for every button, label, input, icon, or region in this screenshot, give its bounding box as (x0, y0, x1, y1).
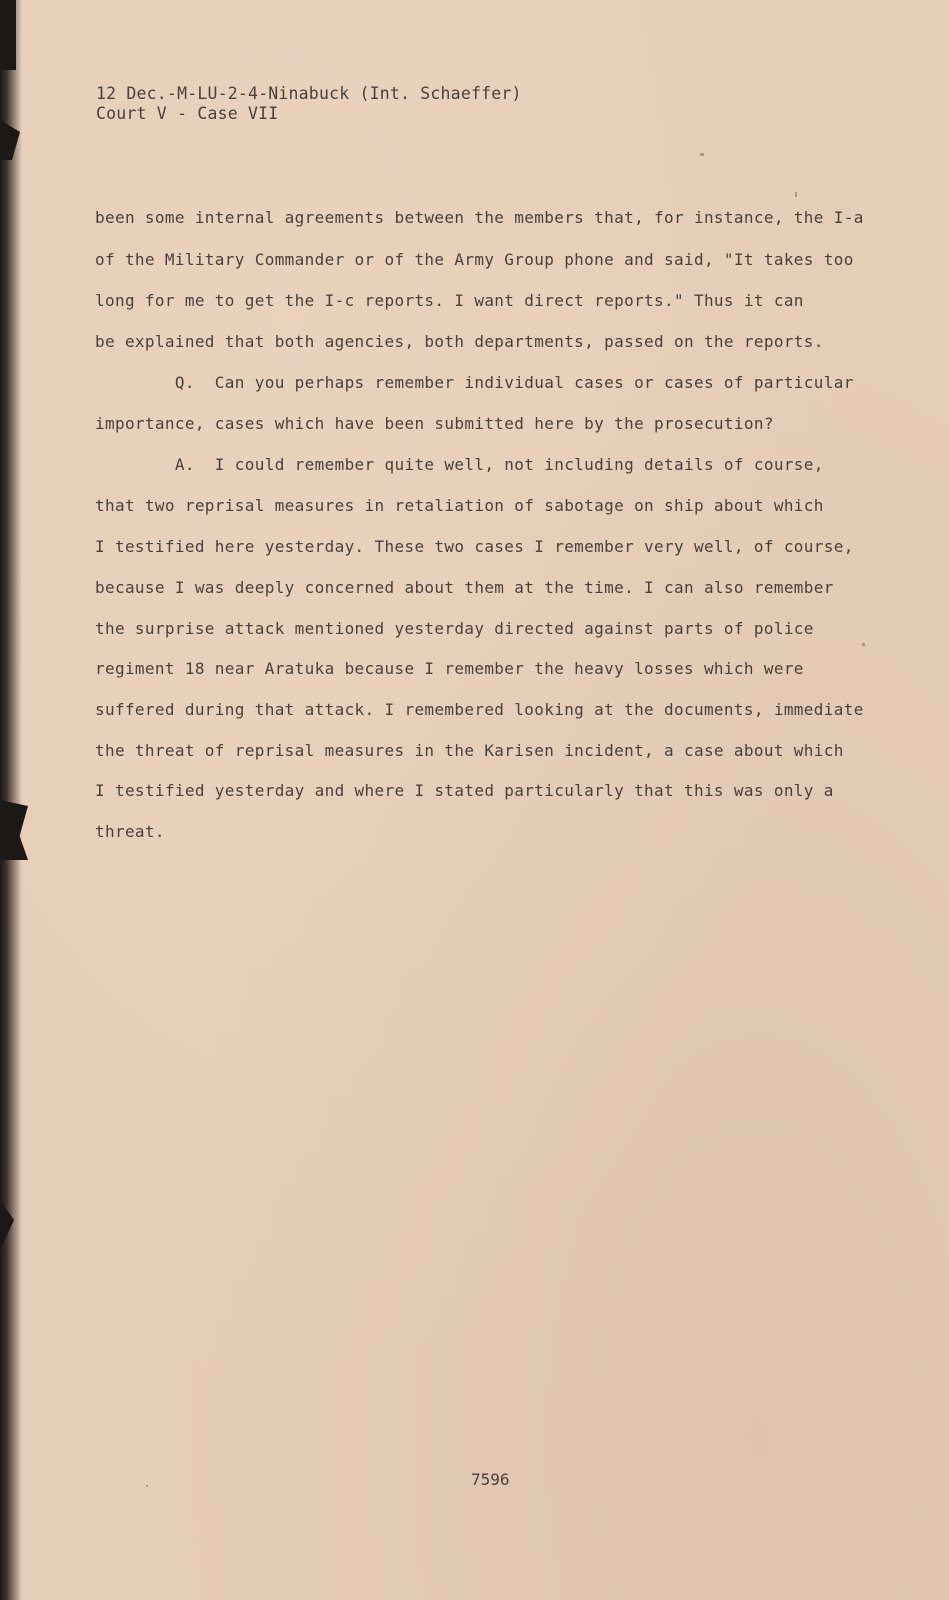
body-line: A. I could remember quite well, not including details of course, (95, 455, 824, 474)
paper-speck (146, 1485, 148, 1487)
torn-left-edge (0, 0, 22, 1600)
body-line: been some internal agreements between the members that, for instance, the I-a (95, 208, 864, 227)
body-line: regiment 18 near Aratuka because I remember the heavy losses which were (95, 659, 804, 678)
body-line: because I was deeply concerned about them at the time. I can also remember (95, 578, 834, 597)
body-line: that two reprisal measures in retaliation of sabotage on ship about which (95, 496, 824, 515)
page-number: 7596 (471, 1470, 510, 1489)
paper-speck (700, 153, 704, 156)
body-line: I testified yesterday and where I stated particularly that this was only a (95, 781, 834, 800)
body-line: long for me to get the I-c reports. I want direct reports." Thus it can (95, 291, 804, 310)
document-header (96, 84, 522, 124)
body-line: importance, cases which have been submitted here by the prosecution? (95, 414, 774, 433)
body-line: I testified here yesterday. These two cases I remember very well, of course, (95, 537, 854, 556)
body-line: threat. (95, 822, 165, 841)
paper-speck (862, 643, 865, 646)
tear-mark (0, 0, 16, 70)
paper-speck (795, 192, 797, 197)
tear-mark (0, 800, 28, 860)
body-line: suffered during that attack. I remembered looking at the documents, immediate (95, 700, 864, 719)
header-line-1: 12 Dec.-M-LU-2-4-Ninabuck (Int. Schaeffer) (96, 84, 522, 103)
body-line: be explained that both agencies, both departments, passed on the reports. (95, 332, 824, 351)
header-line-2: Court V - Case VII (96, 104, 279, 123)
body-line: the threat of reprisal measures in the Karisen incident, a case about which (95, 741, 844, 760)
body-line: of the Military Commander or of the Army Group phone and said, "It takes too (95, 250, 854, 269)
body-line: Q. Can you perhaps remember individual cases or cases of particular (95, 373, 854, 392)
body-line: the surprise attack mentioned yesterday directed against parts of police (95, 619, 814, 638)
